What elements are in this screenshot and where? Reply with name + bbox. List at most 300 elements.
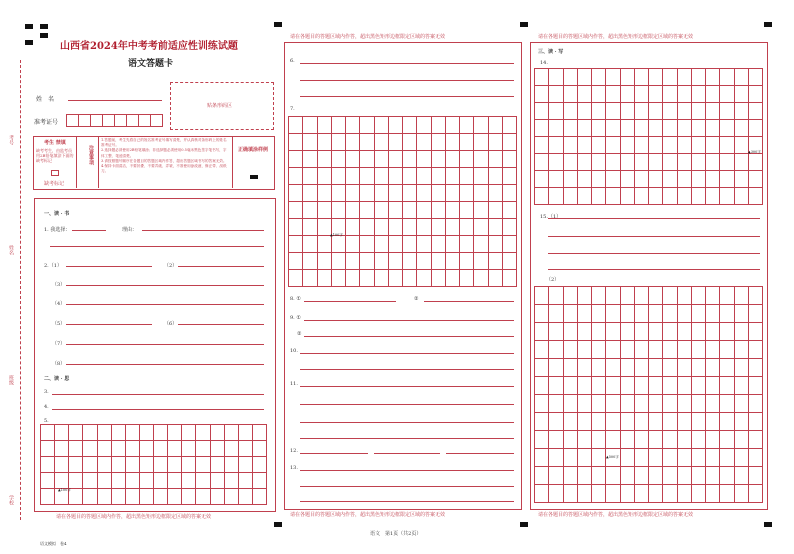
grid-cell[interactable] <box>621 86 635 103</box>
grid-cell[interactable] <box>649 188 663 205</box>
grid-cell[interactable] <box>564 449 578 467</box>
grid-cell[interactable] <box>735 359 749 377</box>
grid-cell[interactable] <box>592 395 606 413</box>
grid-cell[interactable] <box>69 457 83 473</box>
grid-cell[interactable] <box>460 117 474 134</box>
q12-field[interactable] <box>374 453 440 454</box>
grid-cell[interactable] <box>549 171 563 188</box>
grid-cell[interactable] <box>360 253 374 270</box>
grid-cell[interactable] <box>592 413 606 431</box>
grid-cell[interactable] <box>239 457 253 473</box>
grid-cell[interactable] <box>692 154 706 171</box>
grid-cell[interactable] <box>564 171 578 188</box>
grid-cell[interactable] <box>592 305 606 323</box>
q8-1-field[interactable] <box>304 301 396 302</box>
grid-cell[interactable] <box>749 86 763 103</box>
grid-cell[interactable] <box>678 188 692 205</box>
grid-cell[interactable] <box>564 188 578 205</box>
grid-cell[interactable] <box>663 377 677 395</box>
grid-cell[interactable] <box>417 134 431 151</box>
grid-cell[interactable] <box>692 137 706 154</box>
grid-cell[interactable] <box>749 467 763 485</box>
grid-cell[interactable] <box>720 287 734 305</box>
grid-cell[interactable] <box>592 485 606 503</box>
grid-cell[interactable] <box>403 185 417 202</box>
grid-cell[interactable] <box>489 253 503 270</box>
grid-cell[interactable] <box>692 341 706 359</box>
grid-cell[interactable] <box>720 395 734 413</box>
grid-cell[interactable] <box>168 489 182 505</box>
grid-cell[interactable] <box>239 425 253 441</box>
grid-cell[interactable] <box>621 485 635 503</box>
grid-cell[interactable] <box>460 253 474 270</box>
grid-cell[interactable] <box>621 171 635 188</box>
grid-cell[interactable] <box>360 270 374 287</box>
grid-cell[interactable] <box>318 117 332 134</box>
grid-cell[interactable] <box>375 219 389 236</box>
grid-cell[interactable] <box>389 134 403 151</box>
grid-cell[interactable] <box>578 287 592 305</box>
grid-cell[interactable] <box>168 441 182 457</box>
grid-cell[interactable] <box>303 168 317 185</box>
grid-cell[interactable] <box>489 117 503 134</box>
grid-cell[interactable] <box>318 236 332 253</box>
grid-cell[interactable] <box>375 168 389 185</box>
grid-cell[interactable] <box>196 425 210 441</box>
grid-cell[interactable] <box>649 137 663 154</box>
grid-cell[interactable] <box>389 117 403 134</box>
grid-cell[interactable] <box>375 236 389 253</box>
grid-cell[interactable] <box>503 270 517 287</box>
grid-cell[interactable] <box>432 270 446 287</box>
grid-cell[interactable] <box>706 171 720 188</box>
grid-cell[interactable] <box>112 425 126 441</box>
grid-cell[interactable] <box>535 188 549 205</box>
grid-cell[interactable] <box>592 287 606 305</box>
grid-cell[interactable] <box>663 341 677 359</box>
grid-cell[interactable] <box>332 253 346 270</box>
grid-cell[interactable] <box>706 449 720 467</box>
grid-cell[interactable] <box>549 413 563 431</box>
name-field[interactable] <box>68 100 162 101</box>
grid-cell[interactable] <box>663 188 677 205</box>
q1-reason-field[interactable] <box>142 230 264 231</box>
grid-cell[interactable] <box>592 341 606 359</box>
grid-cell[interactable] <box>154 425 168 441</box>
grid-cell[interactable] <box>389 270 403 287</box>
grid-cell[interactable] <box>535 413 549 431</box>
grid-cell[interactable] <box>535 359 549 377</box>
q15-1-line[interactable] <box>548 253 760 254</box>
grid-cell[interactable] <box>592 154 606 171</box>
grid-cell[interactable] <box>735 137 749 154</box>
grid-cell[interactable] <box>346 168 360 185</box>
grid-cell[interactable] <box>41 489 55 505</box>
grid-cell[interactable] <box>621 305 635 323</box>
grid-cell[interactable] <box>692 467 706 485</box>
grid-cell[interactable] <box>663 69 677 86</box>
grid-cell[interactable] <box>578 120 592 137</box>
grid-cell[interactable] <box>375 270 389 287</box>
grid-cell[interactable] <box>489 151 503 168</box>
grid-cell[interactable] <box>578 395 592 413</box>
grid-cell[interactable] <box>735 287 749 305</box>
grid-cell[interactable] <box>706 69 720 86</box>
grid-cell[interactable] <box>41 441 55 457</box>
grid-cell[interactable] <box>735 395 749 413</box>
grid-cell[interactable] <box>649 431 663 449</box>
grid-cell[interactable] <box>98 489 112 505</box>
grid-cell[interactable] <box>706 188 720 205</box>
grid-cell[interactable] <box>649 86 663 103</box>
q13-line[interactable] <box>300 501 514 502</box>
grid-cell[interactable] <box>606 413 620 431</box>
grid-cell[interactable] <box>649 287 663 305</box>
q9-1-field[interactable] <box>304 320 514 321</box>
grid-cell[interactable] <box>549 86 563 103</box>
grid-cell[interactable] <box>375 151 389 168</box>
grid-cell[interactable] <box>678 413 692 431</box>
grid-cell[interactable] <box>621 69 635 86</box>
grid-cell[interactable] <box>663 154 677 171</box>
grid-cell[interactable] <box>720 449 734 467</box>
grid-cell[interactable] <box>549 137 563 154</box>
grid-cell[interactable] <box>432 202 446 219</box>
grid-cell[interactable] <box>503 219 517 236</box>
grid-cell[interactable] <box>225 473 239 489</box>
grid-cell[interactable] <box>168 473 182 489</box>
grid-cell[interactable] <box>735 323 749 341</box>
grid-cell[interactable] <box>621 323 635 341</box>
grid-cell[interactable] <box>663 395 677 413</box>
grid-cell[interactable] <box>211 489 225 505</box>
grid-cell[interactable] <box>678 431 692 449</box>
grid-cell[interactable] <box>98 425 112 441</box>
grid-cell[interactable] <box>706 341 720 359</box>
grid-cell[interactable] <box>678 485 692 503</box>
grid-cell[interactable] <box>749 287 763 305</box>
grid-cell[interactable] <box>649 377 663 395</box>
grid-cell[interactable] <box>535 323 549 341</box>
grid-cell[interactable] <box>168 425 182 441</box>
grid-cell[interactable] <box>389 168 403 185</box>
grid-cell[interactable] <box>182 425 196 441</box>
grid-cell[interactable] <box>154 457 168 473</box>
grid-cell[interactable] <box>649 467 663 485</box>
grid-cell[interactable] <box>239 441 253 457</box>
grid-cell[interactable] <box>289 168 303 185</box>
exam-no-grid[interactable] <box>66 114 163 127</box>
grid-cell[interactable] <box>432 236 446 253</box>
grid-cell[interactable] <box>564 467 578 485</box>
q9-2-field[interactable] <box>304 336 514 337</box>
grid-cell[interactable] <box>564 323 578 341</box>
q2-6-field[interactable] <box>178 324 264 325</box>
grid-cell[interactable] <box>635 137 649 154</box>
grid-cell[interactable] <box>720 485 734 503</box>
q2-2-field[interactable] <box>178 266 264 267</box>
grid-cell[interactable] <box>578 103 592 120</box>
grid-cell[interactable] <box>303 134 317 151</box>
grid-cell[interactable] <box>432 134 446 151</box>
q3-field[interactable] <box>52 394 264 395</box>
grid-cell[interactable] <box>460 185 474 202</box>
grid-cell[interactable] <box>289 117 303 134</box>
grid-cell[interactable] <box>735 341 749 359</box>
grid-cell[interactable] <box>706 103 720 120</box>
grid-cell[interactable] <box>182 457 196 473</box>
grid-cell[interactable] <box>346 117 360 134</box>
grid-cell[interactable] <box>83 457 97 473</box>
grid-cell[interactable] <box>621 341 635 359</box>
grid-cell[interactable] <box>474 134 488 151</box>
grid-cell[interactable] <box>564 305 578 323</box>
grid-cell[interactable] <box>592 86 606 103</box>
grid-cell[interactable] <box>735 305 749 323</box>
grid-cell[interactable] <box>635 69 649 86</box>
grid-cell[interactable] <box>303 117 317 134</box>
grid-cell[interactable] <box>678 287 692 305</box>
grid-cell[interactable] <box>549 449 563 467</box>
grid-cell[interactable] <box>663 137 677 154</box>
grid-cell[interactable] <box>303 202 317 219</box>
grid-cell[interactable] <box>211 457 225 473</box>
grid-cell[interactable] <box>635 120 649 137</box>
grid-cell[interactable] <box>578 377 592 395</box>
grid-cell[interactable] <box>535 120 549 137</box>
grid-cell[interactable] <box>621 188 635 205</box>
grid-cell[interactable] <box>678 154 692 171</box>
grid-cell[interactable] <box>403 134 417 151</box>
grid-cell[interactable] <box>692 287 706 305</box>
grid-cell[interactable] <box>749 395 763 413</box>
grid-cell[interactable] <box>735 69 749 86</box>
grid-cell[interactable] <box>460 236 474 253</box>
grid-cell[interactable] <box>289 185 303 202</box>
grid-cell[interactable] <box>678 341 692 359</box>
grid-cell[interactable] <box>346 219 360 236</box>
grid-cell[interactable] <box>678 171 692 188</box>
grid-cell[interactable] <box>403 270 417 287</box>
grid-cell[interactable] <box>564 431 578 449</box>
grid-cell[interactable] <box>720 467 734 485</box>
grid-cell[interactable] <box>749 154 763 171</box>
grid-cell[interactable] <box>239 489 253 505</box>
grid-cell[interactable] <box>749 120 763 137</box>
grid-cell[interactable] <box>606 359 620 377</box>
grid-cell[interactable] <box>460 202 474 219</box>
grid-cell[interactable] <box>635 171 649 188</box>
grid-cell[interactable] <box>474 270 488 287</box>
grid-cell[interactable] <box>535 154 549 171</box>
grid-cell[interactable] <box>375 202 389 219</box>
grid-cell[interactable] <box>140 425 154 441</box>
grid-cell[interactable] <box>663 103 677 120</box>
grid-cell[interactable] <box>154 489 168 505</box>
grid-cell[interactable] <box>446 253 460 270</box>
grid-cell[interactable] <box>432 219 446 236</box>
grid-cell[interactable] <box>253 457 267 473</box>
grid-cell[interactable] <box>578 467 592 485</box>
grid-cell[interactable] <box>332 236 346 253</box>
grid-cell[interactable] <box>606 377 620 395</box>
grid-cell[interactable] <box>592 120 606 137</box>
grid-cell[interactable] <box>446 185 460 202</box>
grid-cell[interactable] <box>606 323 620 341</box>
grid-cell[interactable] <box>126 441 140 457</box>
grid-cell[interactable] <box>678 323 692 341</box>
grid-cell[interactable] <box>112 489 126 505</box>
grid-cell[interactable] <box>253 425 267 441</box>
q10-line[interactable] <box>300 369 514 370</box>
grid-cell[interactable] <box>735 120 749 137</box>
grid-cell[interactable] <box>403 202 417 219</box>
grid-cell[interactable] <box>432 253 446 270</box>
grid-cell[interactable] <box>474 202 488 219</box>
grid-cell[interactable] <box>446 219 460 236</box>
grid-cell[interactable] <box>360 202 374 219</box>
grid-cell[interactable] <box>735 413 749 431</box>
grid-cell[interactable] <box>635 341 649 359</box>
grid-cell[interactable] <box>735 171 749 188</box>
grid-cell[interactable] <box>503 168 517 185</box>
grid-cell[interactable] <box>621 467 635 485</box>
q2-8-field[interactable] <box>66 364 264 365</box>
grid-cell[interactable] <box>592 103 606 120</box>
grid-cell[interactable] <box>592 359 606 377</box>
grid-cell[interactable] <box>678 120 692 137</box>
grid-cell[interactable] <box>417 219 431 236</box>
grid-cell[interactable] <box>403 117 417 134</box>
grid-cell[interactable] <box>606 467 620 485</box>
grid-cell[interactable] <box>635 86 649 103</box>
grid-cell[interactable] <box>403 219 417 236</box>
grid-cell[interactable] <box>606 395 620 413</box>
grid-cell[interactable] <box>621 431 635 449</box>
grid-cell[interactable] <box>112 441 126 457</box>
grid-cell[interactable] <box>621 413 635 431</box>
grid-cell[interactable] <box>635 467 649 485</box>
grid-cell[interactable] <box>360 219 374 236</box>
grid-cell[interactable] <box>592 171 606 188</box>
grid-cell[interactable] <box>289 202 303 219</box>
grid-cell[interactable] <box>606 137 620 154</box>
grid-cell[interactable] <box>474 236 488 253</box>
grid-cell[interactable] <box>578 485 592 503</box>
q7-writing-grid[interactable] <box>288 116 517 287</box>
grid-cell[interactable] <box>692 305 706 323</box>
grid-cell[interactable] <box>41 473 55 489</box>
grid-cell[interactable] <box>678 449 692 467</box>
grid-cell[interactable] <box>635 485 649 503</box>
grid-cell[interactable] <box>154 441 168 457</box>
grid-cell[interactable] <box>332 202 346 219</box>
grid-cell[interactable] <box>460 168 474 185</box>
grid-cell[interactable] <box>346 270 360 287</box>
grid-cell[interactable] <box>720 413 734 431</box>
grid-cell[interactable] <box>239 473 253 489</box>
grid-cell[interactable] <box>692 395 706 413</box>
grid-cell[interactable] <box>564 377 578 395</box>
grid-cell[interactable] <box>621 154 635 171</box>
grid-cell[interactable] <box>432 185 446 202</box>
grid-cell[interactable] <box>140 441 154 457</box>
grid-cell[interactable] <box>649 305 663 323</box>
grid-cell[interactable] <box>663 413 677 431</box>
grid-cell[interactable] <box>606 86 620 103</box>
grid-cell[interactable] <box>549 431 563 449</box>
grid-cell[interactable] <box>663 485 677 503</box>
grid-cell[interactable] <box>706 467 720 485</box>
grid-cell[interactable] <box>225 457 239 473</box>
grid-cell[interactable] <box>346 151 360 168</box>
grid-cell[interactable] <box>735 377 749 395</box>
grid-cell[interactable] <box>578 431 592 449</box>
grid-cell[interactable] <box>678 103 692 120</box>
grid-cell[interactable] <box>360 185 374 202</box>
q2-1-field[interactable] <box>66 266 152 267</box>
grid-cell[interactable] <box>606 188 620 205</box>
q14-writing-grid[interactable] <box>534 68 763 205</box>
grid-cell[interactable] <box>403 168 417 185</box>
q4-field[interactable] <box>52 409 264 410</box>
grid-cell[interactable] <box>83 425 97 441</box>
grid-cell[interactable] <box>41 457 55 473</box>
grid-cell[interactable] <box>474 253 488 270</box>
grid-cell[interactable] <box>564 485 578 503</box>
q11-line[interactable] <box>300 404 514 405</box>
grid-cell[interactable] <box>535 137 549 154</box>
grid-cell[interactable] <box>578 86 592 103</box>
grid-cell[interactable] <box>706 377 720 395</box>
grid-cell[interactable] <box>663 467 677 485</box>
grid-cell[interactable] <box>663 305 677 323</box>
grid-cell[interactable] <box>535 467 549 485</box>
grid-cell[interactable] <box>140 457 154 473</box>
grid-cell[interactable] <box>735 86 749 103</box>
grid-cell[interactable] <box>564 287 578 305</box>
grid-cell[interactable] <box>735 485 749 503</box>
grid-cell[interactable] <box>678 395 692 413</box>
grid-cell[interactable] <box>98 457 112 473</box>
grid-cell[interactable] <box>649 341 663 359</box>
grid-cell[interactable] <box>749 171 763 188</box>
grid-cell[interactable] <box>318 134 332 151</box>
grid-cell[interactable] <box>678 69 692 86</box>
q10-line[interactable] <box>300 353 514 354</box>
grid-cell[interactable] <box>417 117 431 134</box>
grid-cell[interactable] <box>692 413 706 431</box>
grid-cell[interactable] <box>535 341 549 359</box>
grid-cell[interactable] <box>253 441 267 457</box>
grid-cell[interactable] <box>649 413 663 431</box>
grid-cell[interactable] <box>417 151 431 168</box>
grid-cell[interactable] <box>663 431 677 449</box>
grid-cell[interactable] <box>69 441 83 457</box>
grid-cell[interactable] <box>346 202 360 219</box>
grid-cell[interactable] <box>417 253 431 270</box>
grid-cell[interactable] <box>749 449 763 467</box>
q1-line[interactable] <box>50 246 264 247</box>
grid-cell[interactable] <box>489 202 503 219</box>
q13-line[interactable] <box>300 486 514 487</box>
grid-cell[interactable] <box>503 202 517 219</box>
grid-cell[interactable] <box>606 485 620 503</box>
grid-cell[interactable] <box>211 473 225 489</box>
grid-cell[interactable] <box>578 323 592 341</box>
grid-cell[interactable] <box>678 359 692 377</box>
grid-cell[interactable] <box>564 69 578 86</box>
